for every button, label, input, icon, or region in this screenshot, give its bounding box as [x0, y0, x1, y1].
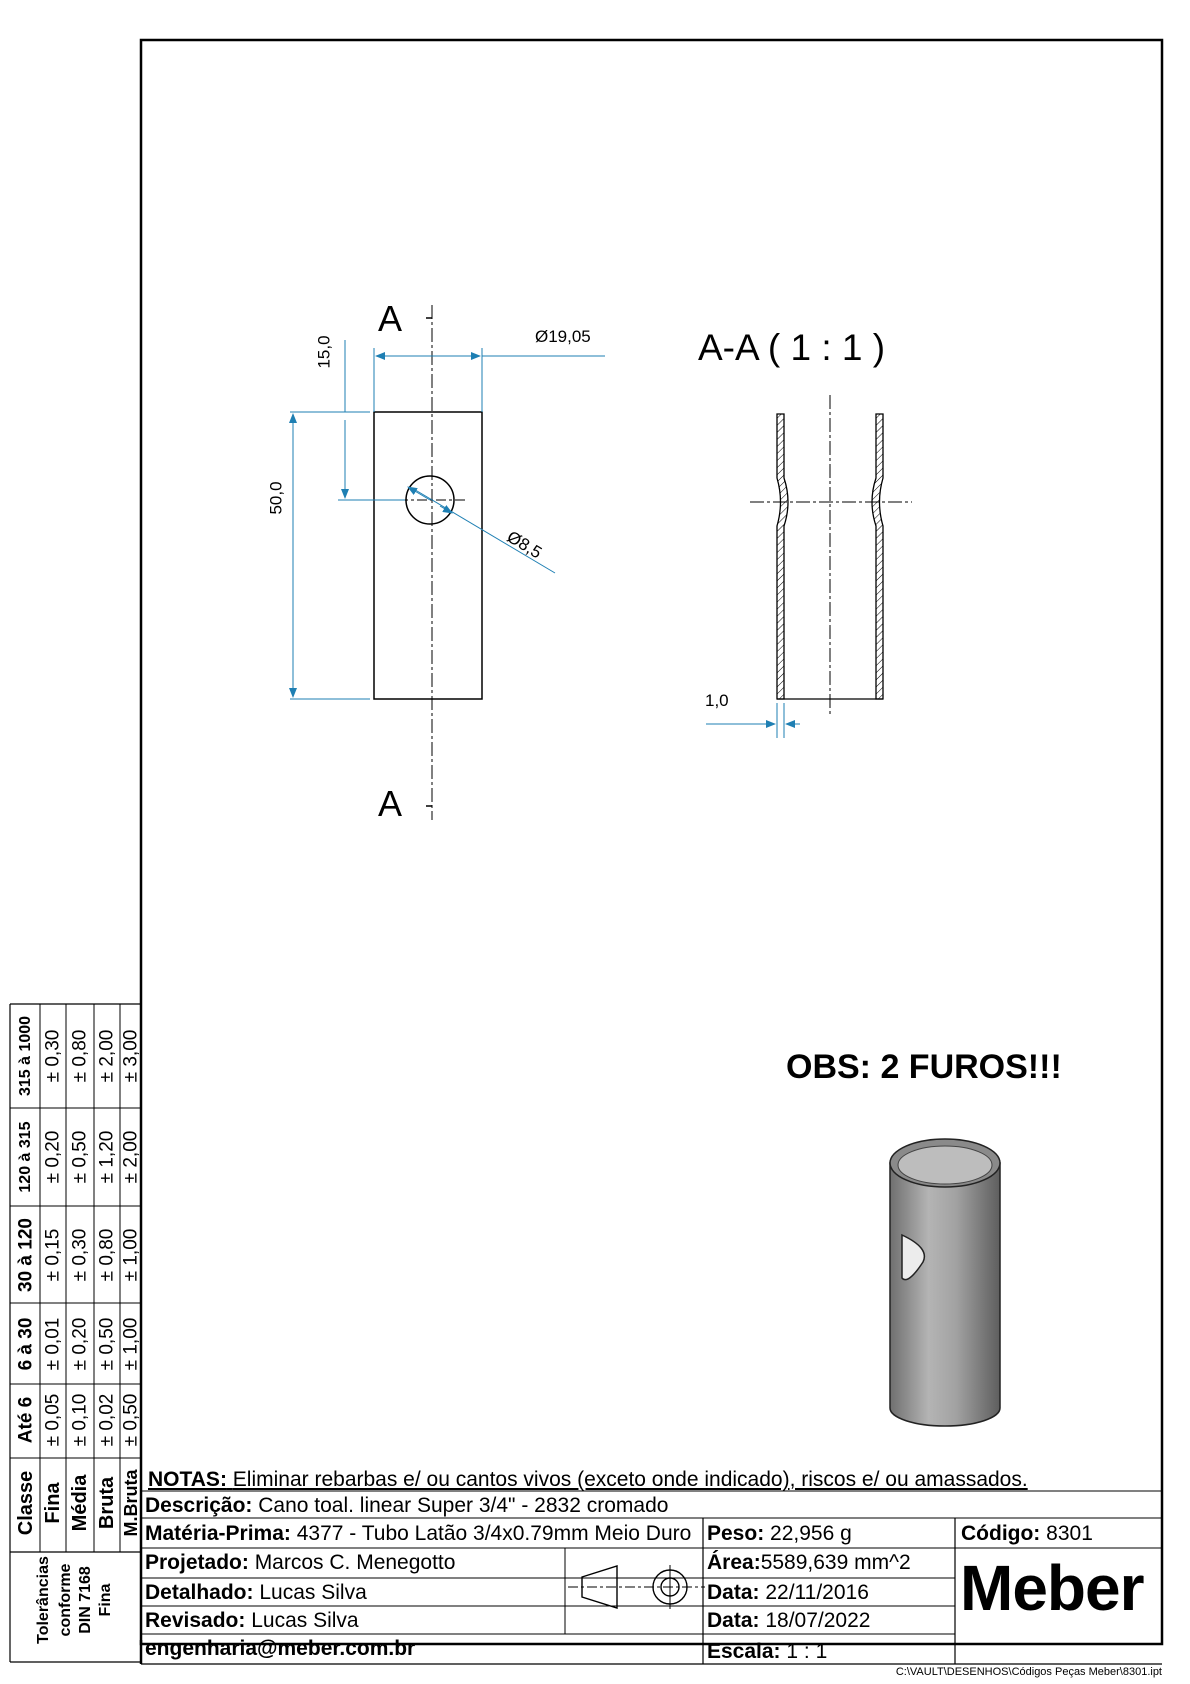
dim-hole-diameter: Ø8,5 [503, 527, 546, 563]
file-path: C:\VAULT\DESENHOS\Códigos Peças Meber\8301.ipt [895, 1666, 1162, 1678]
notes-label: NOTAS: [148, 1468, 227, 1491]
weight-value: 22,956 g [770, 1522, 852, 1545]
tol-value: ± 0,80 [96, 1228, 118, 1282]
revised-value: Lucas Silva [251, 1609, 359, 1632]
tol-value: ± 0,30 [69, 1228, 91, 1282]
date-created-value: 22/11/2016 [765, 1581, 869, 1604]
code-row [961, 1523, 1093, 1544]
tol-value: ± 0,05 [42, 1393, 64, 1447]
section-mark-bottom: A [378, 783, 403, 824]
company-logo: Meber [960, 1552, 1144, 1624]
tube-outline [374, 412, 482, 699]
revised-label: Revisado: [145, 1609, 246, 1632]
dim-wall-thickness: 1,0 [705, 691, 729, 710]
tol-value: ± 0,02 [96, 1393, 118, 1447]
tol-value: ± 0,50 [96, 1317, 118, 1371]
material-label: Matéria-Prima: [145, 1523, 291, 1544]
left-wall [777, 414, 788, 699]
dim-length: 50,0 [266, 481, 286, 515]
tol-value: ± 2,00 [120, 1130, 142, 1184]
date-revised-row [707, 1610, 870, 1631]
obs-note: OBS: 2 FUROS!!! [786, 1048, 1062, 1086]
tol-value: ± 0,50 [69, 1130, 91, 1184]
description-value: Cano toal. linear Super 3/4" - 2832 cromado [258, 1494, 669, 1517]
section-view [706, 395, 912, 738]
weight-row [707, 1523, 852, 1544]
code-value: 8301 [1046, 1522, 1093, 1545]
tol-value: ± 0,30 [42, 1029, 64, 1083]
dim-outer-diameter: Ø19,05 [535, 327, 591, 346]
tolerance-title-line: DIN 7168 [77, 1566, 94, 1634]
tol-value: ± 0,20 [69, 1317, 91, 1371]
scale-row [707, 1641, 827, 1662]
scale-value: 1 : 1 [786, 1640, 828, 1663]
class-bruta: Bruta [96, 1476, 118, 1530]
class-fina: Fina [42, 1482, 64, 1524]
tol-value: ± 0,15 [42, 1228, 64, 1282]
class-header: Classe [15, 1470, 37, 1536]
tol-value: ± 0,80 [69, 1029, 91, 1083]
detailed-value: Lucas Silva [259, 1581, 367, 1604]
front-view [290, 305, 605, 824]
iso-view [890, 1139, 1000, 1426]
notes-row [148, 1469, 1028, 1490]
class-media: Média [69, 1474, 91, 1532]
tol-value: ± 0,01 [42, 1317, 64, 1371]
detailed-label: Detalhado: [145, 1581, 254, 1604]
right-wall [872, 414, 883, 699]
tol-value: ± 3,00 [120, 1029, 142, 1083]
section-mark-top: A [378, 298, 403, 339]
tol-value: ± 0,10 [69, 1393, 91, 1447]
range-header: 6 à 30 [15, 1317, 37, 1371]
tol-value: ± 1,20 [96, 1130, 118, 1184]
tol-value: ± 1,00 [120, 1317, 142, 1371]
date-revised-value: 18/07/2022 [765, 1609, 871, 1632]
material-row [145, 1523, 701, 1544]
area-row [707, 1552, 911, 1573]
description-label: Descrição: [145, 1494, 253, 1517]
tol-value: ± 1,00 [120, 1228, 142, 1282]
tolerance-title-line: Fina [97, 1583, 114, 1617]
class-mbruta: M.Bruta [121, 1469, 141, 1537]
area-label: Área: [707, 1551, 761, 1574]
date-created-row [707, 1582, 869, 1603]
projection-symbol-icon [568, 1565, 705, 1609]
area-value: 5589,639 mm^2 [760, 1551, 911, 1574]
range-header: 30 à 120 [15, 1218, 37, 1292]
designed-row [145, 1552, 455, 1573]
scale-label: Escala: [707, 1640, 781, 1663]
revised-row [145, 1610, 359, 1631]
tolerance-title-line: Tolerâncias [35, 1556, 52, 1644]
detailed-row [145, 1582, 367, 1603]
email: engenharia@meber.com.br [145, 1637, 416, 1660]
range-header: Até 6 [15, 1396, 37, 1444]
tol-value: ± 0,20 [42, 1130, 64, 1184]
tol-value: ± 0,50 [120, 1393, 142, 1447]
designed-label: Projetado: [145, 1551, 249, 1574]
tolerance-title-line: conforme [57, 1563, 74, 1637]
description-row [145, 1495, 668, 1516]
code-label: Código: [961, 1522, 1041, 1545]
range-header: 315 à 1000 [17, 1015, 34, 1097]
weight-label: Peso: [707, 1522, 765, 1545]
range-header: 120 à 315 [17, 1121, 34, 1193]
section-title: A-A ( 1 : 1 ) [698, 327, 886, 368]
material-value: 4377 - Tubo Latão 3/4x0.79mm Meio Duro [296, 1523, 692, 1544]
date-created-label: Data: [707, 1581, 760, 1604]
designed-value: Marcos C. Menegotto [254, 1551, 456, 1574]
notes-text: Eliminar rebarbas e/ ou cantos vivos (exceto onde indicado), riscos e/ ou amassados. [232, 1468, 1028, 1491]
date-revised-label: Data: [707, 1609, 760, 1632]
tol-value: ± 2,00 [96, 1029, 118, 1083]
sheet-border [141, 40, 1162, 1644]
dim-hole-offset: 15,0 [314, 335, 334, 369]
